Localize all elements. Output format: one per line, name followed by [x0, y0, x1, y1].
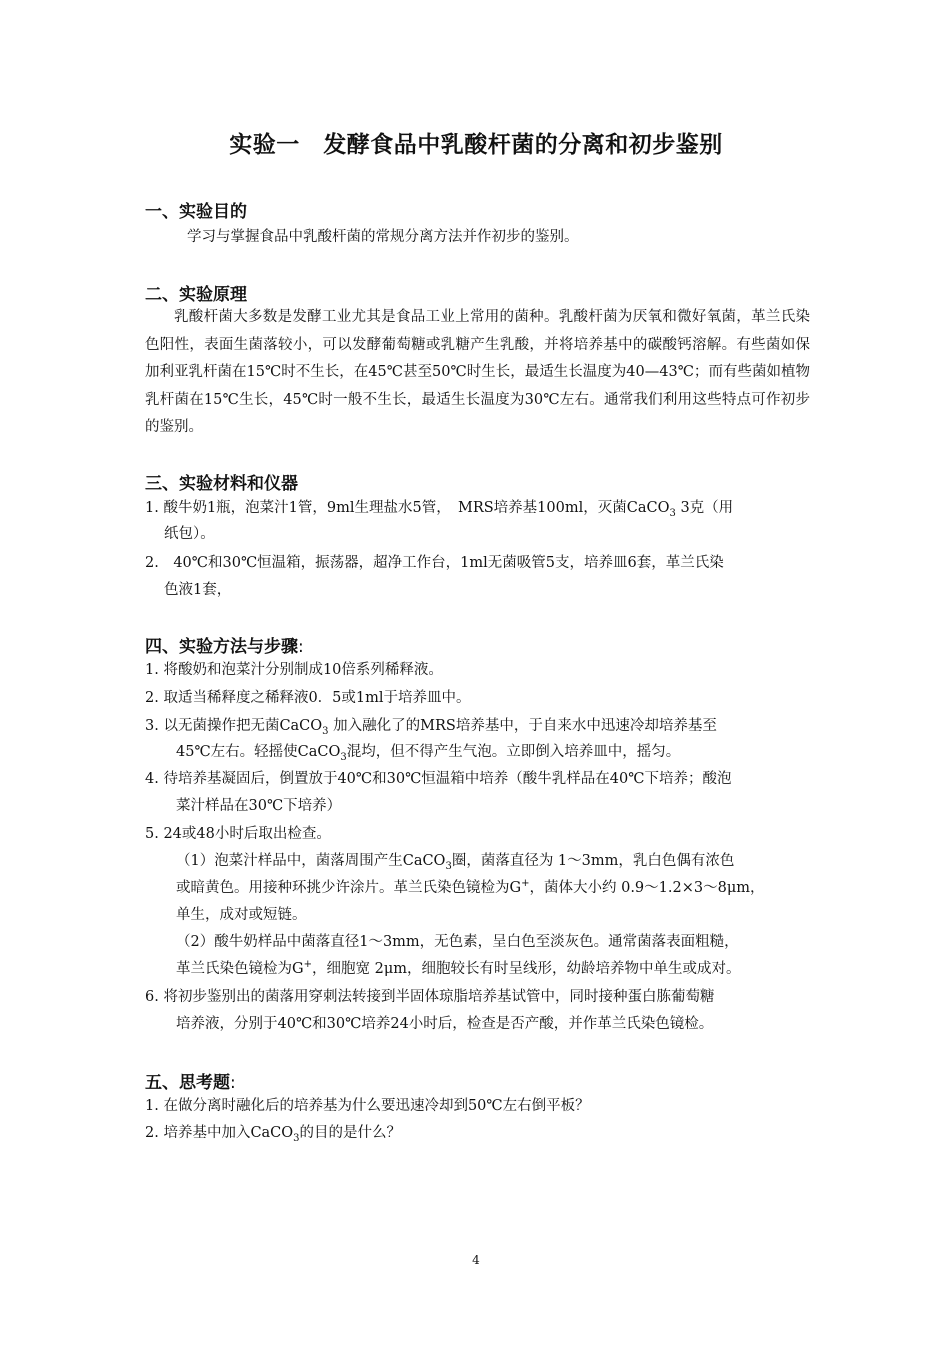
step-5-sub-1-cont: 或暗黄色。用接种环挑少许涂片。革兰氏染色镜检为G+，菌体大小约 0.9～1.2×3～8μm， [176, 878, 765, 896]
step-2: 2. 取适当稀释度之稀释液0．5或1ml于培养皿中。 [145, 690, 471, 706]
section-heading-questions: 五、思考题: [145, 1073, 236, 1093]
materials-item-2: 2. 40℃和30℃恒温箱，振荡器，超净工作台，1ml无菌吸管5支，培养皿6套，革兰氏染 [145, 555, 724, 571]
step-5-sub-2: （2）酸牛奶样品中菌落直径1～3mm，无色素，呈白色至淡灰色。通常菌落表面粗糙， [176, 934, 739, 950]
materials-item-1: 1. 酸牛奶1瓶，泡菜汁1管，9ml生理盐水5管， MRS培养基100ml，灭菌CaCO$_3$ 3克（用 [145, 500, 734, 519]
materials-item-2-cont: 色液1套， [164, 582, 232, 598]
materials-item-1-cont: 纸包）。 [164, 526, 215, 542]
section-heading-purpose: 一、实验目的 [145, 202, 247, 222]
question-1: 1. 在做分离时融化后的培养基为什么要迅速冷却到50℃左右倒平板？ [145, 1098, 590, 1114]
principle-paragraph: 乳酸杆菌大多数是发酵工业尤其是食品工业上常用的菌种。乳酸杆菌为厌氧和微好氧菌，革兰氏染色阳性，表面生菌落较小，可以发酵葡萄糖或乳糖产生乳酸，并将培养基中的碳酸钙溶解。有些菌如保加利亚乳杆菌在15℃时不生长，在45℃甚至50℃时生长，最适生长温度为40—43℃；而有些菌如植物乳杆菌在15℃生长，45℃时一般不生长，最适生长温度为30℃左右。通常我们利用这些特点可作初步的鉴别。 [145, 309, 810, 435]
step-5-sub-2-cont: 革兰氏染色镜检为G+，细胞宽 2μm，细胞较长有时呈线形，幼龄培养物中单生或成对。 [176, 959, 741, 977]
page-number: 4 [472, 1253, 480, 1267]
step-5-sub-1: （1）泡菜汁样品中，菌落周围产生CaCO$_3$圈，菌落直径为 1～3mm，乳白色偶有浓色 [176, 853, 735, 872]
section-heading-principle: 二、实验原理 [145, 285, 247, 305]
section-heading-methods: 四、实验方法与步骤: [145, 637, 304, 657]
question-2: 2. 培养基中加入CaCO$_3$的目的是什么？ [145, 1125, 402, 1144]
step-6: 6. 将初步鉴别出的菌落用穿刺法转接到半固体琼脂培养基试管中，同时接种蛋白胨葡萄糖 [145, 989, 715, 1005]
step-1: 1. 将酸奶和泡菜汁分别制成10倍系列稀释液。 [145, 662, 443, 678]
step-3-cont: 45℃左右。轻摇使CaCO$_3$混均，但不得产生气泡。立即倒入培养皿中，摇匀。 [176, 744, 681, 763]
step-4: 4. 待培养基凝固后，倒置放于40℃和30℃恒温箱中培养（酸牛乳样品在40℃下培养；酸泡 [145, 771, 732, 787]
step-3: 3. 以无菌操作把无菌CaCO$_3$ 加入融化了的MRS培养基中，于自来水中迅速冷却培养基至 [145, 718, 717, 737]
section-heading-materials: 三、实验材料和仪器 [145, 474, 298, 494]
purpose-text: 学习与掌握食品中乳酸杆菌的常规分离方法并作初步的鉴别。 [187, 229, 579, 245]
step-4-cont: 菜汁样品在30℃下培养） [176, 798, 342, 814]
step-5: 5. 24或48小时后取出检查。 [145, 826, 331, 842]
step-5-sub-1-end: 单生，成对或短链。 [176, 907, 307, 923]
step-6-cont: 培养液，分别于40℃和30℃培养24小时后，检查是否产酸，并作革兰氏染色镜检。 [176, 1016, 714, 1032]
document-title: 实验一 发酵食品中乳酸杆菌的分离和初步鉴别 [229, 132, 723, 158]
